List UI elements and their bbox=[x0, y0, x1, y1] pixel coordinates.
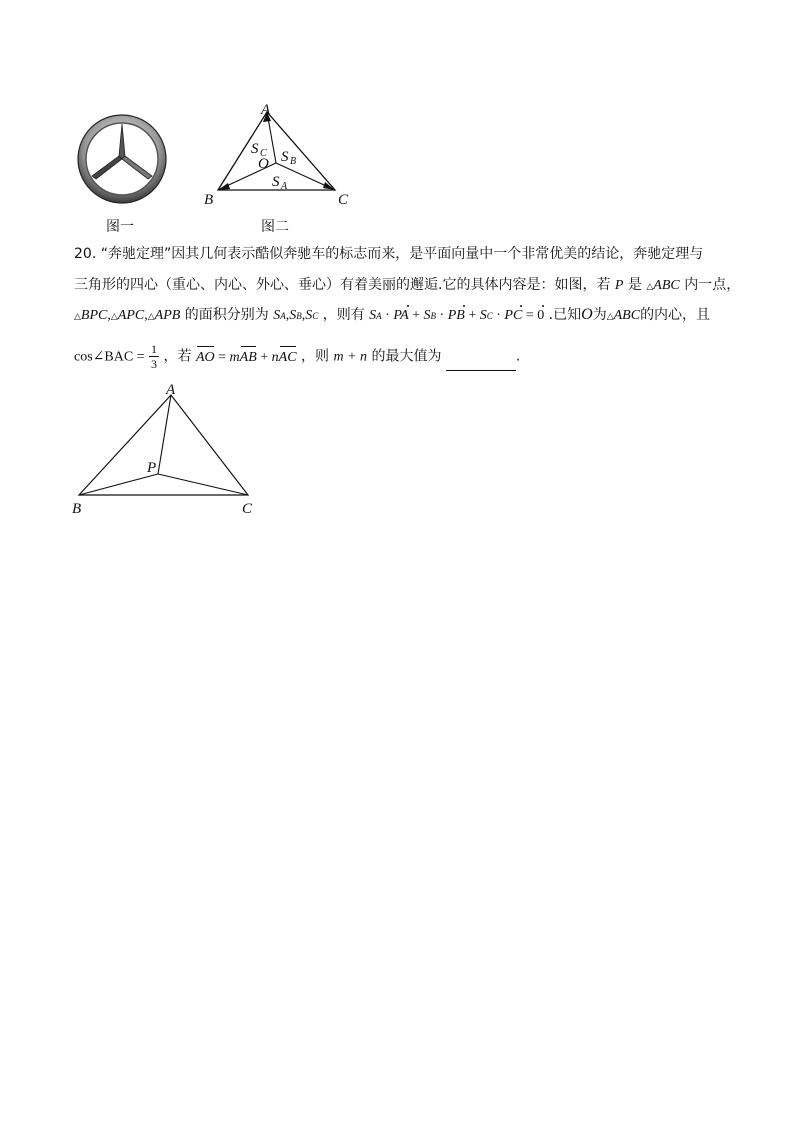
text-incenter: 的内心，且 bbox=[640, 307, 711, 323]
areas-list: SA,SB,SC bbox=[273, 308, 319, 323]
fig2-label-sb-sub: B bbox=[290, 156, 297, 167]
problem-line-4 bbox=[74, 342, 520, 371]
fig3-label-a: A bbox=[166, 382, 176, 398]
text-if: ，若 bbox=[163, 348, 192, 365]
fig2-label-b: B bbox=[204, 192, 214, 208]
text-then-2: ，则 bbox=[301, 348, 329, 365]
text-areas: 的面积分别为 bbox=[184, 307, 269, 323]
fig2-label-c: C bbox=[338, 192, 349, 208]
cos-expression: cos∠BAC = bbox=[74, 349, 145, 365]
fig3-label-p: P bbox=[147, 460, 157, 476]
m-plus-n: m + n bbox=[333, 349, 368, 365]
text-max-value: 的最大值为 bbox=[371, 348, 442, 365]
mercedes-logo-figure bbox=[76, 113, 168, 205]
point-o: O bbox=[581, 306, 593, 323]
fig2-label-sb: S bbox=[281, 149, 289, 165]
triangle-symbol: △ bbox=[646, 282, 654, 292]
fig2-label-a: A bbox=[261, 102, 271, 118]
text-given: .已知 bbox=[548, 307, 582, 323]
text-is: 为 bbox=[592, 307, 607, 323]
figure-3-triangle bbox=[68, 380, 268, 522]
benz-formula: SA · PA + SB · PB + SC · PC = 0 bbox=[369, 307, 544, 323]
problem-line-1-text: “奔驰定理”因其几何表示酷似奔驰车的标志而来，是平面向量中一个非常优美的结论，奔驰定理与 bbox=[100, 246, 704, 262]
triangle-symbol: △ bbox=[110, 312, 118, 322]
problem-line-1 bbox=[74, 244, 703, 264]
figure-1-caption: 图一 bbox=[106, 219, 134, 235]
fig3-label-c: C bbox=[242, 501, 253, 517]
problem-line-2 bbox=[74, 275, 740, 297]
fig2-label-sc: S bbox=[251, 141, 259, 157]
triangle-bpc: BPC bbox=[80, 308, 108, 323]
triangle-symbol: △ bbox=[74, 312, 81, 322]
triangle-symbol: △ bbox=[147, 312, 155, 322]
answer-blank[interactable] bbox=[446, 356, 516, 371]
text-interior-point: 内一点， bbox=[684, 277, 741, 293]
triangle-abc-2: ABC bbox=[613, 308, 641, 323]
triangle-apc: APC bbox=[117, 308, 145, 323]
triangle-symbol: △ bbox=[606, 312, 614, 322]
fraction-one-third: $\frac{1}{3}$ bbox=[151, 342, 158, 371]
figure-2-triangle bbox=[200, 98, 360, 213]
text-shi: 是 bbox=[627, 277, 642, 293]
period: . bbox=[515, 348, 521, 365]
problem-number: 20. bbox=[74, 246, 97, 262]
fig2-label-sa: S bbox=[272, 174, 280, 190]
problem-line-3: △BPC,△APC,△APB 的面积分别为 SA,SB,SC ，则有 SA · PA + SB · PB + SC · PC = 0 .已知O为△ABC的内心，且 bbox=[74, 305, 710, 327]
text-then: ，则有 bbox=[322, 307, 365, 323]
figure-2-caption: 图二 bbox=[261, 219, 289, 235]
fig2-label-o: O bbox=[258, 156, 269, 172]
problem-line-2-text: 三角形的四心（重心、内心、外心、垂心）有着美丽的邂逅.它的具体内容是：如图，若 bbox=[74, 277, 611, 293]
fig2-label-sc-sub: C bbox=[260, 148, 267, 159]
triangle-apb: APB bbox=[154, 308, 181, 323]
fig3-label-b: B bbox=[72, 501, 82, 517]
fig2-label-sa-sub: A bbox=[281, 181, 288, 192]
point-p: P bbox=[614, 278, 624, 293]
triangle-abc: ABC bbox=[653, 278, 680, 293]
vector-equation: AO = mAB + nAC bbox=[196, 349, 297, 365]
